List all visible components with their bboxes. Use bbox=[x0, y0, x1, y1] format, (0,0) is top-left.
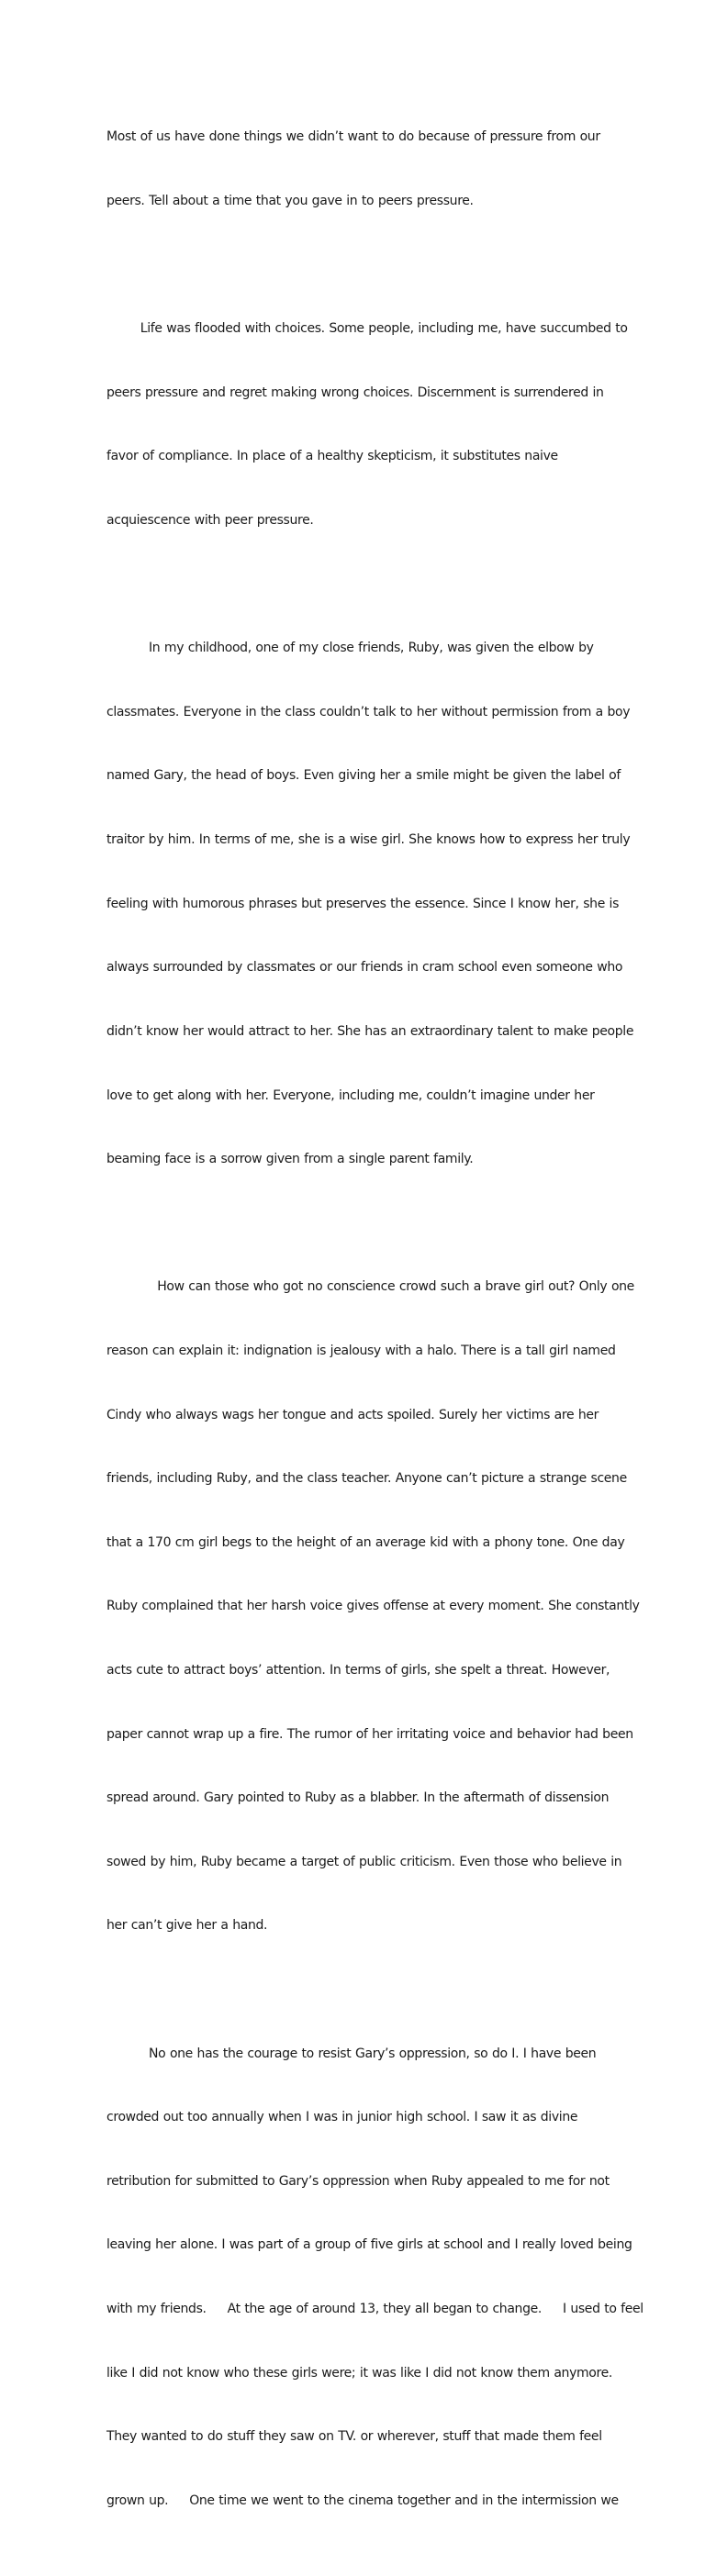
text-line: named Gary, the head of boys. Even giving her a smile might be given the label of bbox=[106, 768, 621, 784]
text-line: paper cannot wrap up a fire. The rumor of her irritating voice and behavior had been bbox=[106, 1726, 633, 1742]
text-line: acts cute to attract boys’ attention. In terms of girls, she spelt a threat. However, bbox=[106, 1662, 610, 1678]
text-line: retribution for submitted to Gary’s oppression when Ruby appealed to me for not bbox=[106, 2173, 610, 2189]
text-line: leaving her alone. I was part of a group of five girls at school and I really loved being bbox=[106, 2237, 632, 2253]
body-paragraph-ruby bbox=[106, 596, 634, 1213]
essay-body bbox=[106, 84, 643, 2576]
text-line: her can’t give her a hand. bbox=[106, 1918, 268, 1934]
text-line: favor of compliance. In place of a healthy skepticism, it substitutes naive bbox=[106, 449, 558, 464]
text-line: How can those who got no conscience crowd such a brave girl out? Only one bbox=[106, 1279, 634, 1295]
text-line: didn’t know her would attract to her. She has an extraordinary talent to make people bbox=[106, 1023, 634, 1039]
text-line: love to get along with her. Everyone, including me, couldn’t imagine under her bbox=[106, 1087, 595, 1103]
text-line: They wanted to do stuff they saw on TV. or wherever, stuff that made them feel bbox=[106, 2429, 602, 2445]
text-line: feeling with humorous phrases but preserves the essence. Since I know her, she is bbox=[106, 896, 620, 911]
text-line: Ruby complained that her harsh voice gives offense at every moment. She constantly bbox=[106, 1599, 640, 1614]
text-line: reason can explain it: indignation is jealousy with a halo. There is a tall girl named bbox=[106, 1343, 616, 1358]
text-line: grown up. One time we went to the cinema together and in the intermission we bbox=[106, 2492, 619, 2508]
body-paragraph-gary bbox=[106, 2001, 643, 2554]
text-line: classmates. Everyone in the class couldn’t talk to her without permission from a boy bbox=[106, 704, 631, 719]
text-line: spread around. Gary pointed to Ruby as a blabber. In the aftermath of dissension bbox=[106, 1790, 610, 1806]
text-line: peers. Tell about a time that you gave in to peers pressure. bbox=[106, 194, 474, 209]
text-line: Cindy who always wags her tongue and acts spoiled. Surely her victims are her bbox=[106, 1407, 599, 1422]
intro-paragraph bbox=[106, 276, 628, 574]
text-line: Most of us have done things we didn’t want to do because of pressure from our bbox=[106, 129, 600, 145]
text-line: acquiescence with peer pressure. bbox=[106, 513, 314, 529]
text-line: that a 170 cm girl begs to the height of an average kid with a phony tone. One day bbox=[106, 1534, 625, 1550]
text-line: sowed by him, Ruby became a target of public criticism. Even those who believe in bbox=[106, 1854, 622, 1869]
text-line: with my friends. At the age of around 13, they all began to change. I used to feel bbox=[106, 2302, 643, 2317]
text-line: In my childhood, one of my close friends, Ruby, was given the elbow by bbox=[106, 641, 594, 656]
text-line: traitor by him. In terms of me, she is a wise girl. She knows how to express her truly bbox=[106, 832, 631, 848]
text-line: Life was flooded with choices. Some people, including me, have succumbed to bbox=[106, 321, 628, 337]
prompt-paragraph bbox=[106, 84, 599, 255]
text-line: crowded out too annually when I was in junior high school. I saw it as divine bbox=[106, 2110, 578, 2125]
text-line: No one has the courage to resist Gary’s oppression, so do I. I have been bbox=[106, 2046, 597, 2061]
text-line: always surrounded by classmates or our friends in cram school even someone who bbox=[106, 960, 623, 976]
text-line: like I did not know who these girls were; it was like I did not know them anymore. bbox=[106, 2365, 612, 2381]
body-paragraph-cindy bbox=[106, 1234, 640, 1979]
text-line: peers pressure and regret making wrong choices. Discernment is surrendered in bbox=[106, 385, 604, 400]
text-line: friends, including Ruby, and the class teacher. Anyone can’t picture a strange scene bbox=[106, 1471, 627, 1487]
text-line: beaming face is a sorrow given from a single parent family. bbox=[106, 1152, 474, 1167]
